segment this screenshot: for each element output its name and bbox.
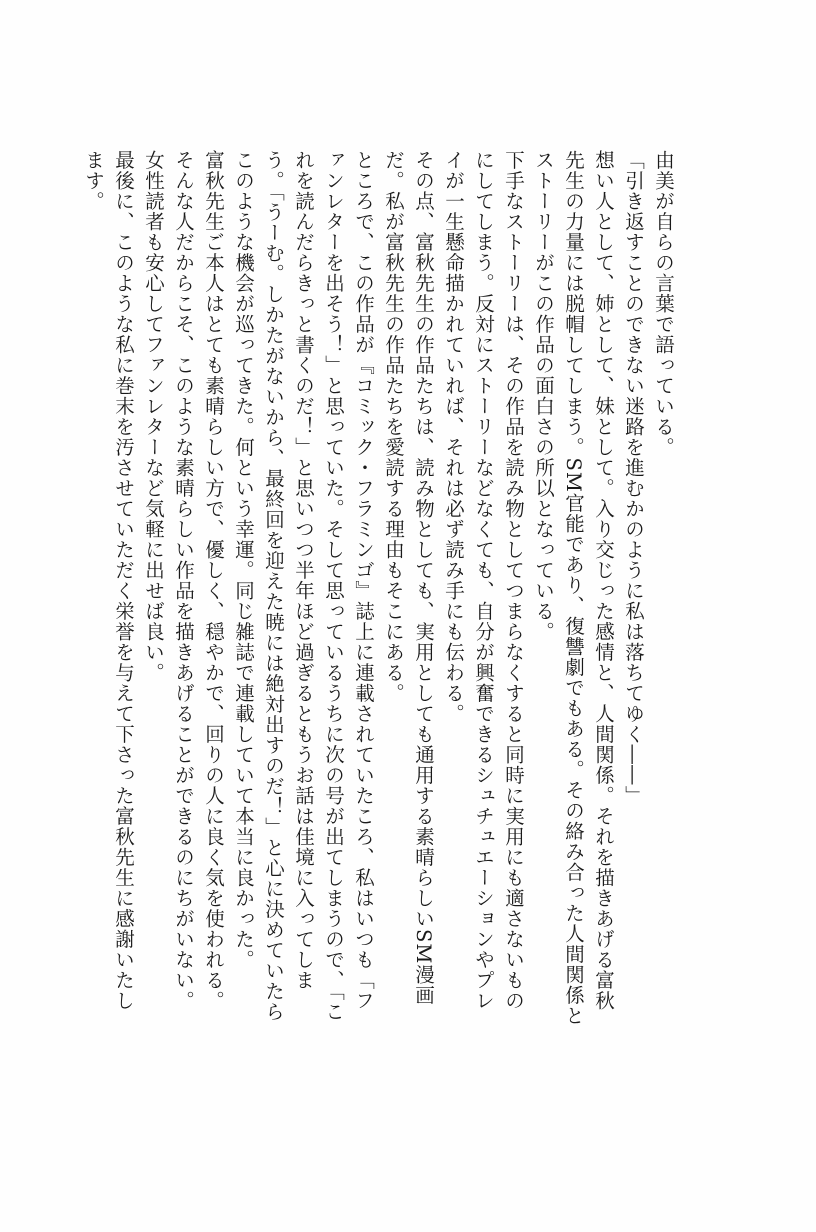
paragraph: 由美が自らの言葉で語っている。 — [652, 150, 675, 458]
paragraph: ところで、この作品が『コミック・フラミンゴ』誌上に連載されていたころ、私はいつも「ファンレターを出そう！」と思っていた。そして思っているうちに次の号が出てしまうので、「これを読んだらきっと書くのだ！」と思いつつ半年ほど過ぎるともうお話は佳境に入ってしまう。「うーむ。しかたがないから、最終回を迎えた暁には絶対出すのだ！」と心に決めていたらこのような機会が巡ってきた。何という幸運。同じ雑誌で連載していて本当に良かった。 — [232, 150, 375, 1022]
vertical-text-body — [78, 150, 678, 1030]
paragraph: 下手なストーリーは、その作品を読み物としてつまらなくすると同時に実用にも適さないものにしてしまう。反対にストーリーなどなくても、自分が興奮できるシュチュエーションやプレイが一生懸命描かれていれば、それは必ず読み手にも伝わる。 — [442, 150, 525, 1011]
paragraph: 最後に、このような私に巻末を汚させていただく栄誉を与えて下さった富秋先生に感謝いたします。 — [82, 150, 135, 1011]
paragraph: 「引き返すことのできない迷路を進むかのように私は落ちてゆく――」 — [622, 150, 645, 806]
paragraph: その点、富秋先生の作品たちは、読み物としても、実用としても通用する素晴らしいSM漫画だ。私が富秋先生の作品たちを愛読する理由もそこにある。 — [382, 150, 435, 1006]
paragraph: 富秋先生ご本人はとても素晴らしい方で、優しく、穏やかで、回りの人に良く気を使われる。そんな人だからこそ、このような素晴らしい作品を描きあげることができるのにちがいない。女性読者も安心してファンレターなど気軽に出せば良い。 — [142, 150, 225, 1011]
paragraph: 想い人として、姉として、妹として。入り交じった感情と、人間関係。それを描きあげる富秋先生の力量には脱帽してしまう。SM官能であり、復讐劇でもある。その絡み合った人間関係とストーリーがこの作品の面白さの所以となっている。 — [532, 150, 615, 1026]
